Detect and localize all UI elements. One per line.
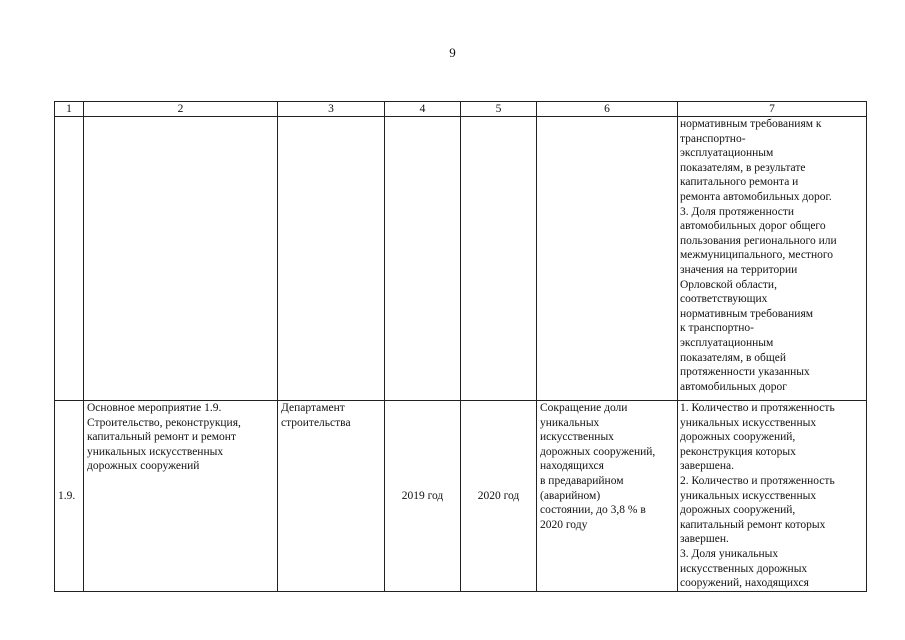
cell-cont-5 <box>461 117 537 401</box>
header-col-7: 7 <box>678 102 867 117</box>
cell-end-year: 2020 год <box>461 401 537 592</box>
cell-cont-indicators: нормативным требованиям к транспортно- эксплуатационным показателям, в результате капитального ремонта и ремонта автомобильных дорог. 3. Доля протяженности автомобильных дорог общего пользования регионального или межмуниципального, местного значения на территории Орловской области, соответствующих нормативным требованиям к транспортно- эксплуатационным показателям, в общей протяженности указанных автомобильных дорог <box>678 117 867 401</box>
cell-expected-result: Сокращение доли уникальных искусственных дорожных сооружений, находящихся в предаварийном (аварийном) состоянии, до 3,8 % в 2020 году <box>537 401 678 592</box>
page-number: 9 <box>449 45 456 60</box>
cell-cont-6 <box>537 117 678 401</box>
header-row <box>55 102 867 117</box>
activities-table <box>54 101 867 592</box>
header-col-4: 4 <box>385 102 461 117</box>
cell-cont-1 <box>55 117 84 401</box>
cell-cont-4 <box>385 117 461 401</box>
cell-event-name: Основное мероприятие 1.9. Строительство, реконструкция, капитальный ремонт и ремонт уникальных искусственных дорожных сооружений <box>84 401 278 592</box>
cell-row-number: 1.9. <box>55 401 84 592</box>
cell-cont-3 <box>278 117 385 401</box>
table-row-continuation <box>55 117 867 401</box>
header-col-5: 5 <box>461 102 537 117</box>
cell-indicators: 1. Количество и протяженность уникальных искусственных дорожных сооружений, реконструкция которых завершена. 2. Количество и протяженность уникальных искусственных дорожных сооружений, капитальный ремонт которых завершен. 3. Доля уникальных искусственных дорожных сооружений, находящихся <box>678 401 867 592</box>
header-col-2: 2 <box>84 102 278 117</box>
header-col-3: 3 <box>278 102 385 117</box>
cell-cont-2 <box>84 117 278 401</box>
header-col-6: 6 <box>537 102 678 117</box>
header-col-1: 1 <box>55 102 84 117</box>
cell-executor: Департамент строительства <box>278 401 385 592</box>
cell-start-year: 2019 год <box>385 401 461 592</box>
table-row-1-9 <box>55 401 867 592</box>
